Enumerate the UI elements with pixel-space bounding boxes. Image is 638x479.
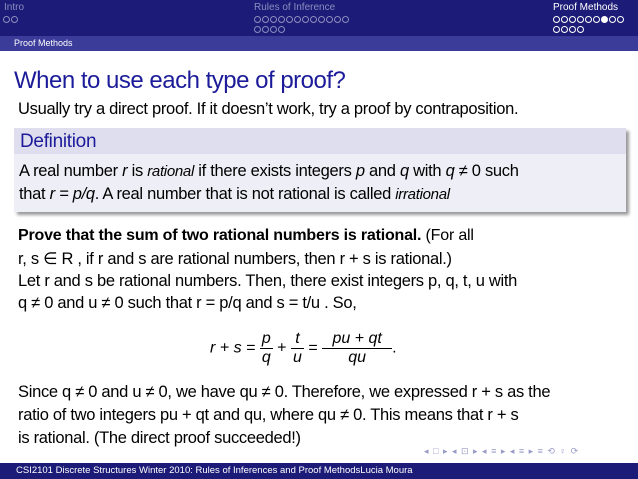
nav-dot[interactable] — [278, 26, 285, 33]
def-text: . A real number that is not rational is called — [94, 185, 396, 203]
intro-text: Usually try a direct proof. If it doesn’t work, try a proof by contraposition. — [18, 100, 519, 118]
proof-line-3: Let r and s be rational numbers. Then, there exist integers p, q, t, u with — [18, 272, 518, 290]
def-term-irrational: irrational — [395, 186, 450, 203]
def-var: p — [355, 162, 365, 180]
footer-text: CSI2101 Discrete Structures Winter 2010: Rules of Inferences and Proof MethodsLucia Moura — [16, 465, 413, 476]
proof-line-6: ratio of two integers pu + qt and qu, where qu ≠ 0. This means that r + s — [18, 406, 519, 424]
def-text: ≠ 0 such — [454, 162, 519, 180]
def-var: q — [445, 162, 455, 180]
nav-dot[interactable] — [569, 26, 576, 33]
equation-plus: + — [277, 339, 287, 357]
nav-dots-intro — [3, 16, 18, 24]
def-var: r — [122, 162, 128, 180]
def-text: and — [364, 162, 400, 180]
nav-dot[interactable] — [294, 16, 301, 23]
def-equation: r = p/q — [49, 185, 95, 203]
proof-line-5: Since q ≠ 0 and u ≠ 0, we have qu ≠ 0. Therefore, we expressed r + s as the — [18, 383, 551, 401]
definition-line-2 — [19, 184, 450, 205]
nav-dot-current[interactable] — [601, 16, 608, 23]
fraction-denominator: u — [292, 349, 302, 366]
fraction-numerator: p — [261, 330, 271, 347]
fraction-p-over-q — [260, 330, 273, 367]
nav-dot[interactable] — [286, 16, 293, 23]
nav-dot[interactable] — [593, 16, 600, 23]
nav-dots-rules-row2 — [254, 26, 285, 34]
subsection-label: Proof Methods — [14, 38, 73, 48]
nav-dot[interactable] — [262, 26, 269, 33]
nav-dot[interactable] — [617, 16, 624, 23]
nav-dot[interactable] — [553, 26, 560, 33]
def-text: if there exists integers — [194, 162, 356, 180]
nav-dot[interactable] — [577, 26, 584, 33]
def-term-rational: rational — [147, 163, 194, 180]
equation-lhs: r + s = — [210, 339, 256, 357]
nav-dot[interactable] — [334, 16, 341, 23]
proof-line-7: is rational. (The direct proof succeeded!) — [18, 429, 301, 447]
nav-dot[interactable] — [270, 26, 277, 33]
nav-dot[interactable] — [326, 16, 333, 23]
proof-statement-bold: Prove that the sum of two rational numbers is rational. — [18, 227, 422, 244]
nav-section-intro[interactable]: Intro — [4, 2, 25, 13]
definition-line-1 — [19, 161, 519, 182]
subsection-bar — [0, 36, 638, 51]
beamer-navigation-icons[interactable]: ◂ □ ▸ ◂ ⊡ ▸ ◂ ≡ ▸ ◂ ≡ ▸ ≡ ⟲ ♀ ⟳ — [424, 446, 580, 456]
nav-section-rules[interactable]: Rules of Inference — [254, 2, 336, 13]
nav-dots-rules-row1 — [254, 16, 349, 24]
definition-header — [14, 128, 626, 154]
footer-bar — [0, 463, 638, 479]
fraction-t-over-u — [291, 330, 304, 367]
nav-dot[interactable] — [302, 16, 309, 23]
nav-dot[interactable] — [609, 16, 616, 23]
nav-dot[interactable] — [278, 16, 285, 23]
nav-dot[interactable] — [270, 16, 277, 23]
navigation-header — [0, 0, 638, 36]
proof-statement-rest: (For all — [421, 227, 474, 244]
proof-line-4: q ≠ 0 and u ≠ 0 such that r = p/q and s = t/u . So, — [18, 294, 357, 312]
fraction-denominator: q — [261, 349, 271, 366]
frame-title: When to use each type of proof? — [14, 67, 346, 94]
def-text: that — [19, 185, 50, 203]
fraction-result — [322, 330, 392, 367]
nav-dot[interactable] — [3, 16, 10, 23]
proof-statement — [18, 226, 474, 246]
nav-dot[interactable] — [553, 16, 560, 23]
nav-dot[interactable] — [561, 26, 568, 33]
nav-section-proof-methods[interactable]: Proof Methods — [553, 2, 619, 13]
nav-dot[interactable] — [318, 16, 325, 23]
nav-dot[interactable] — [11, 16, 18, 23]
nav-dot[interactable] — [342, 16, 349, 23]
fraction-denominator: qu — [348, 349, 367, 366]
sum-equation — [210, 330, 397, 367]
def-text: A real number — [19, 162, 123, 180]
equation-period: . — [392, 339, 397, 357]
nav-dot[interactable] — [262, 16, 269, 23]
fraction-numerator: t — [291, 330, 304, 349]
nav-dot[interactable] — [585, 16, 592, 23]
nav-dot[interactable] — [577, 16, 584, 23]
nav-dot[interactable] — [310, 16, 317, 23]
nav-dot[interactable] — [254, 26, 261, 33]
definition-heading: Definition — [20, 131, 97, 152]
nav-dots-proof-row2 — [553, 26, 584, 34]
nav-dots-proof-row1 — [553, 16, 624, 24]
equation-equals: = — [308, 339, 318, 357]
def-var: q — [399, 162, 409, 180]
nav-dot[interactable] — [569, 16, 576, 23]
fraction-numerator: pu + qt — [322, 330, 392, 349]
def-text: with — [408, 162, 446, 180]
nav-dot[interactable] — [254, 16, 261, 23]
def-text: is — [127, 162, 148, 180]
proof-line-2: r, s ∈ R , if r and s are rational numbers, then r + s is rational.) — [18, 250, 452, 268]
nav-dot[interactable] — [561, 16, 568, 23]
